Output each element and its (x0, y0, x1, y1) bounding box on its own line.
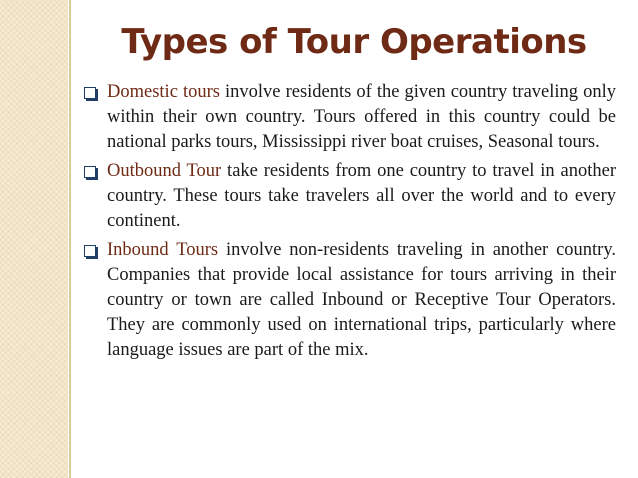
list-item-outbound (84, 159, 616, 234)
description-inbound: involve non-residents traveling in another country. Companies that provide local assistance for tours arriving in their country or town are called Inbound or Receptive Tour Operators. They are commonly used on international trips, particularly where language issues are part of the mix. (107, 240, 617, 360)
description-domestic: involve residents of the given country traveling only within their own country. Tours offered in this country could be national parks tours, Mississippi river boat cruises, Seasonal tours. (107, 82, 616, 152)
description-outbound: take residents from one country to travel in another country. These tours take travelers all over the world and to every continent. (107, 161, 617, 231)
square-bullet-icon (84, 245, 96, 257)
bullet-list (84, 80, 616, 367)
slide-title: Types of Tour Operations (121, 22, 587, 62)
list-item-inbound (84, 238, 616, 363)
side-pattern-band (0, 0, 68, 478)
term-domestic: Domestic tours (107, 82, 220, 102)
list-item-domestic (84, 80, 616, 155)
term-inbound: Inbound Tours (107, 240, 219, 260)
square-bullet-icon (84, 166, 96, 178)
side-divider-line (69, 0, 71, 478)
term-outbound: Outbound Tour (107, 161, 222, 181)
square-bullet-icon (84, 87, 96, 99)
